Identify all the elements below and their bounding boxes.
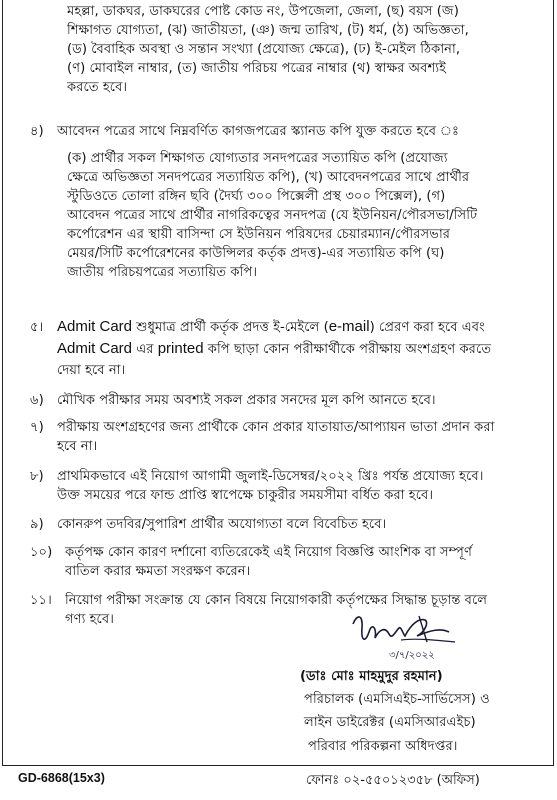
- item7-text: [57, 418, 547, 456]
- item5-text: শুধুমাত্র প্রার্থী কর্তৃক প্রদত্ত ই-মেইলে (: [132, 320, 329, 335]
- item8-number: ৮): [30, 469, 44, 484]
- text-line: উক্ত সময়ের পরে ফান্ড প্রাপ্তি স্বাপেক্ষে চাকুরীর সময়সীমা বর্ধিত করা হবে।: [57, 488, 434, 503]
- item10-text: [65, 543, 547, 581]
- text-line: শিক্ষাগত যোগ্যতা, (ঝ) জাতীয়তা, (ঞ) জন্ম তারিখ, (ট) ধর্ম, (ঠ) অভিজ্ঞতা,: [67, 23, 469, 38]
- item9-number: ৯): [30, 517, 44, 532]
- text-line: বাতিল করার ক্ষমতা সংরক্ষণ করেন।: [65, 564, 251, 579]
- item7-number: ৭): [30, 420, 44, 435]
- text-line: প্রাথমিকভাবে এই নিয়োগ আগামী জুলাই-ডিসেম্বর/২০২২ খ্রিঃ পর্যন্ত প্রযোজ্য হবে।: [57, 469, 484, 484]
- item5-line1: [57, 317, 485, 337]
- text-line: পরীক্ষায় অংশগ্রহণের জন্য প্রার্থীকে কোন প্রকার যাতায়াত/আপ্যায়ন ভাতা প্রদান করা: [57, 420, 495, 435]
- item4-body: [67, 149, 547, 282]
- item5-text: কপি ছাড়া কোন পরীক্ষার্থীকে পরীক্ষায় অংশগ্রহণ করতে: [203, 342, 492, 357]
- item3-continuation: [67, 2, 547, 97]
- gd-code: GD-6868(15x3): [18, 771, 105, 785]
- admit-card-term: Admit Card: [57, 318, 133, 335]
- item5-number: ৫।: [30, 320, 44, 335]
- handwritten-signature: [345, 610, 475, 665]
- text-line: জাতীয় পরিচয়পত্রের সত্যায়িত কপি।: [67, 265, 258, 280]
- item6-number: ৬): [30, 393, 44, 408]
- item4-number: ৪): [30, 124, 44, 139]
- item6-text: মৌখিক পরীক্ষার সময় অবশ্যই সকল প্রকার সনদের মূল কপি আনতে হবে।: [57, 393, 436, 408]
- text-line: কর্পোরেশন এর স্থায়ী বাসিন্দা সে ইউনিয়ন পরিষদের চেয়ারম্যান/পৌরসভার: [67, 227, 451, 242]
- item9-text: কোনরুপ তদবির/সুপারিশ প্রার্থীর অযোগ্যতা বলে বিবেচিত হবে।: [57, 517, 387, 532]
- text-line: (ড) বৈবাহিক অবস্থা ও সন্তান সংখ্যা (প্রযোজ্য ক্ষেত্রে), (ঢ) ই-মেইল ঠিকানা,: [67, 42, 461, 57]
- item10-number: ১০): [30, 545, 53, 560]
- text-line: গণ্য হবে।: [65, 612, 114, 627]
- text-line: স্টুডিওতে তোলা রঙ্গিন ছবি (দৈর্ঘ্য ৩০০ পিক্সেলী প্রস্থ ৩০০ পিক্সেল), (গ): [67, 189, 446, 204]
- signer-title-line: পরিচালক (এমসিএইচ-সার্ভিসেস) ও: [304, 692, 490, 707]
- item5-text: ) প্রেরণ করা হবে এবং: [369, 320, 485, 335]
- text-line: মহল্লা, ডাকঘর, ডাকঘরের পোষ্ট কোড নং, উপজেলা, জেলা, (ছ) বয়স (জ): [67, 4, 459, 19]
- text-line: (ক) প্রার্থীর সকল শিক্ষাগত যোগ্যতার সনদপত্রের সত্যায়িত কপি (প্রযোজ্য: [67, 151, 448, 166]
- printed-term: printed: [157, 340, 204, 357]
- text-line: নিয়োগ পরীক্ষা সংক্রান্ত যে কোন বিষয়ে নিয়োগকারী কর্তৃপক্ষের সিদ্ধান্ত চূড়ান্ত বলে: [65, 593, 488, 608]
- text-line: মেয়র/সিটি কর্পোরেশনের কাউন্সিলর কর্তৃক প্রদত্ত)-এর সত্যায়িত কপি (ঘ): [67, 246, 445, 261]
- signature-date: ৩/৭/২০২২: [389, 650, 435, 661]
- item4-heading: আবেদন পত্রের সাথে নিম্নবর্ণিত কাগজপত্রের স্ক্যানড কপি যুক্ত করতে হবে ঃ: [57, 124, 460, 139]
- office-phone: ফোনঃ ০২-৫৫০১২৩৫৮ (অফিস): [306, 773, 480, 788]
- signer-title-line: লাইন ডাইরেক্টর (এমসিআরএইচ): [304, 715, 476, 730]
- text-line: কর্তৃপক্ষ কোন কারণ দর্শানো ব্যতিরেকেই এই নিয়োগ বিজ্ঞপ্তি আংশিক বা সম্পূর্ণ: [65, 545, 472, 560]
- item5-text: এর: [132, 342, 158, 357]
- text-line: আবেদন পত্রের সাথে প্রার্থীর নাগরিকত্বের সনদপত্র (যে ইউনিয়ন/পৌরসভা/সিটি: [67, 208, 478, 223]
- email-term: e-mail: [328, 318, 370, 335]
- item5-line3: দেয়া হবে না।: [57, 363, 126, 378]
- admit-card-term: Admit Card: [57, 340, 133, 357]
- item5-line2: [57, 339, 491, 359]
- item8-text: [57, 467, 547, 505]
- signer-name: (ডাঃ মোঃ মাহমুদুর রহমান): [300, 669, 443, 684]
- text-line: করতে হবে।: [67, 80, 128, 95]
- text-line: ক্ষেত্রে অভিজ্ঞতা সনদপত্রের সত্যায়িত কপি), (খ) আবেদনপত্রের সাথে প্রার্থীর: [67, 170, 470, 185]
- text-line: (ণ) মোবাইল নাম্বার, (ত) জাতীয় পরিচয় পত্রের নাম্বার (থ) স্বাক্ষর অবশ্যই: [67, 61, 446, 76]
- signer-title-line: পরিবার পরিকল্পনা অধিদপ্তর।: [308, 739, 458, 754]
- text-line: হবে না।: [57, 439, 98, 454]
- item11-number: ১১।: [30, 593, 52, 608]
